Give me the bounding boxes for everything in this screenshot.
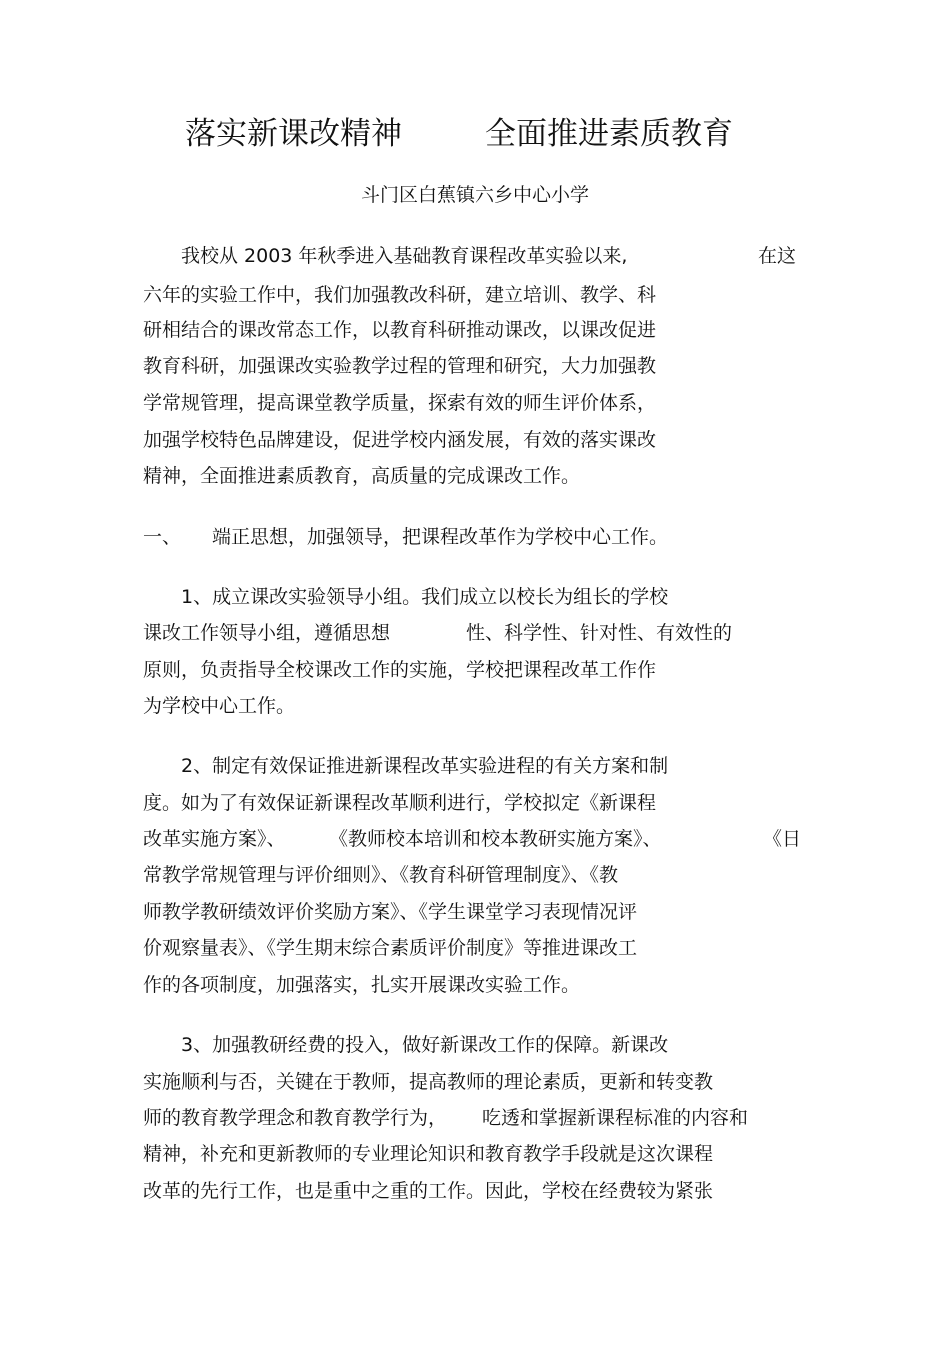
- title-part-2: 全面推进素质教育: [485, 116, 733, 152]
- item-3-line-5: 改革的先行工作，也是重中之重的工作。因此，学校在经费较为紧张: [143, 1180, 714, 1202]
- intro-line-5: 学常规管理，提高课堂教学质量，探索有效的师生评价体系，: [143, 392, 657, 414]
- item-1-line-4: 为学校中心工作。: [143, 695, 296, 717]
- item-3-line-2: 实施顺利与否，关键在于教师，提高教师的理论素质，更新和转变教: [143, 1071, 714, 1093]
- intro-line-7: 精神，全面推进素质教育，高质量的完成课改工作。: [143, 465, 581, 487]
- item-2-line-2: 度。如为了有效保证新课程改革顺利进行，学校拟定《新课程: [143, 792, 657, 814]
- section-1-heading: 端正思想，加强领导，把课程改革作为学校中心工作。: [212, 526, 669, 548]
- intro-line-1: 我校从 2003 年秋季进入基础教育课程改革实验以来,: [181, 245, 628, 267]
- intro-line-4: 教育科研，加强课改实验教学过程的管理和研究，大力加强教: [143, 355, 657, 377]
- item-3-line-4: 精神，补充和更新教师的专业理论知识和教育教学手段就是这次课程: [143, 1143, 714, 1165]
- item-2-line-7: 作的各项制度，加强落实，扎实开展课改实验工作。: [143, 974, 581, 996]
- item-2-line-1: 2、制定有效保证推进新课程改革实验进程的有关方案和制: [181, 755, 669, 777]
- item-1-line-2-end: 性、科学性、针对性、有效性的: [466, 622, 733, 644]
- item-1-line-3: 原则，负责指导全校课改工作的实施，学校把课程改革工作作: [143, 659, 657, 681]
- school-name: 斗门区白蕉镇六乡中心小学: [360, 184, 589, 206]
- intro-line-2: 六年的实验工作中，我们加强教改科研，建立培训、教学、科: [143, 284, 657, 306]
- item-2-line-3-end: 《日: [763, 828, 802, 850]
- item-2-line-4: 常教学常规管理与评价细则》、《教育科研管理制度》、《教: [143, 864, 619, 886]
- title-part-1: 落实新课改精神: [185, 116, 402, 152]
- item-1-line-2: 课改工作领导小组，遵循思想: [143, 622, 391, 644]
- item-1-line-1: 1、成立课改实验领导小组。我们成立以校长为组长的学校: [181, 586, 669, 608]
- item-3-line-3-end: 吃透和掌握新课程标准的内容和: [482, 1107, 749, 1129]
- item-3-line-1: 3、加强教研经费的投入，做好新课改工作的保障。新课改: [181, 1034, 669, 1056]
- intro-line-1-end: 在这: [758, 245, 797, 267]
- item-2-line-3-mid: 《教师校本培训和校本教研实施方案》、: [329, 828, 662, 850]
- section-1-number: 一、: [143, 526, 182, 548]
- intro-line-3: 研相结合的课改常态工作，以教育科研推动课改，以课改促进: [143, 319, 657, 341]
- item-2-line-3: 改革实施方案》、: [143, 828, 286, 850]
- intro-line-6: 加强学校特色品牌建设，促进学校内涵发展，有效的落实课改: [143, 429, 657, 451]
- item-2-line-5: 师教学教研绩效评价奖励方案》、《学生课堂学习表现情况评: [143, 901, 638, 923]
- item-2-line-6: 价观察量表》、《学生期末综合素质评价制度》等推进课改工: [143, 937, 638, 959]
- item-3-line-3: 师的教育教学理念和教育教学行为，: [143, 1107, 448, 1129]
